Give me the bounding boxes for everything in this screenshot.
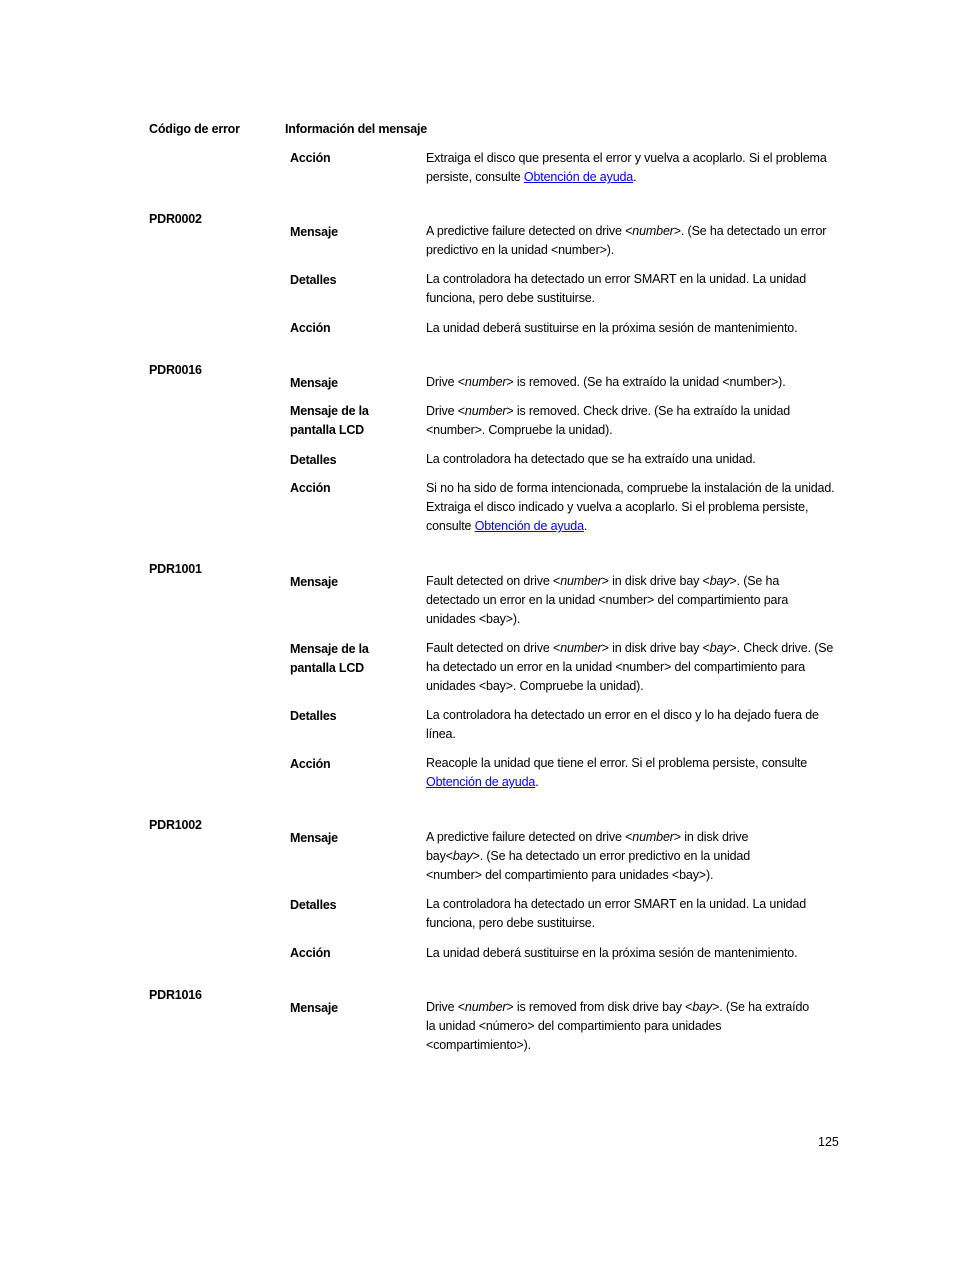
- error-code-pdr1016: PDR1016: [149, 988, 202, 1002]
- mensaje-text: Fault detected on drive <number> in disk drive bay <bay>. (Se ha detectado un error en la unidad <number> del compartimiento para unidades <bay>).: [426, 574, 789, 627]
- field-label-mensaje: Mensaje: [290, 1001, 338, 1015]
- error-code-pdr0002: PDR0002: [149, 212, 202, 226]
- field-label-mensaje: Mensaje: [290, 376, 338, 390]
- column-header-error-code: Código de error: [149, 122, 240, 136]
- page-number: 125: [818, 1135, 839, 1149]
- field-label-accion: Acción: [290, 481, 331, 495]
- field-label-detalles: Detalles: [290, 709, 337, 723]
- field-label-lcd: Mensaje de la pantalla LCD: [290, 404, 369, 438]
- lcd-text: Fault detected on drive <number> in disk drive bay <bay>. Check drive. (Se ha detectado un error en la unidad <number> del compartimiento para unidades <bay>. Compruebe la unidad).: [426, 641, 834, 694]
- field-label-detalles: Detalles: [290, 898, 337, 912]
- column-header-message-info: Información del mensaje: [285, 122, 427, 136]
- accion-text: Extraiga el disco que presenta el error y vuelva a acoplarlo. Si el problema persiste, consulte Obtención de ayuda.: [426, 151, 827, 185]
- accion-text: La unidad deberá sustituirse en la próxima sesión de mantenimiento.: [426, 321, 798, 335]
- help-link[interactable]: Obtención de ayuda: [474, 519, 584, 534]
- error-code-pdr1001: PDR1001: [149, 562, 202, 576]
- field-label-accion: Acción: [290, 151, 331, 165]
- mensaje-text: Drive <number> is removed from disk drive bay <bay>. (Se ha extraído la unidad <número> del compartimiento para unidades <compartimiento>).: [426, 1000, 810, 1053]
- help-link[interactable]: Obtención de ayuda: [426, 775, 536, 790]
- mensaje-text: A predictive failure detected on drive <number>. (Se ha detectado un error predictivo en la unidad <number>).: [426, 224, 827, 258]
- accion-text: Si no ha sido de forma intencionada, compruebe la instalación de la unidad. Extraiga el disco indicado y vuelva a acoplarlo. Si el problema persiste, consulte Obtención de ayuda.: [426, 481, 835, 534]
- detalles-text: La controladora ha detectado un error en el disco y lo ha dejado fuera de línea.: [426, 708, 819, 742]
- field-label-accion: Acción: [290, 321, 331, 335]
- error-code-pdr0016: PDR0016: [149, 363, 202, 377]
- accion-text: Reacople la unidad que tiene el error. Si el problema persiste, consulte Obtención de ayuda.: [426, 756, 808, 790]
- field-label-lcd: Mensaje de la pantalla LCD: [290, 642, 369, 676]
- field-label-mensaje: Mensaje: [290, 575, 338, 589]
- mensaje-text: A predictive failure detected on drive <number> in disk drive bay<bay>. (Se ha detectado un error predictivo en la unidad <number> del compartimiento para unidades <bay>).: [426, 830, 751, 883]
- field-label-accion: Acción: [290, 757, 331, 771]
- detalles-text: La controladora ha detectado un error SMART en la unidad. La unidad funciona, pero debe sustituirse.: [426, 897, 807, 931]
- lcd-text: Drive <number> is removed. Check drive. (Se ha extraído la unidad <number>. Compruebe la unidad).: [426, 404, 791, 438]
- detalles-text: La controladora ha detectado que se ha extraído una unidad.: [426, 452, 756, 466]
- mensaje-text: Drive <number> is removed. (Se ha extraído la unidad <number>).: [426, 375, 786, 389]
- accion-text: La unidad deberá sustituirse en la próxima sesión de mantenimiento.: [426, 946, 798, 960]
- help-link[interactable]: Obtención de ayuda: [523, 170, 634, 185]
- field-label-mensaje: Mensaje: [290, 225, 338, 239]
- field-label-detalles: Detalles: [290, 273, 337, 287]
- field-label-detalles: Detalles: [290, 453, 337, 467]
- error-code-pdr1002: PDR1002: [149, 818, 202, 832]
- field-label-accion: Acción: [290, 946, 331, 960]
- detalles-text: La controladora ha detectado un error SMART en la unidad. La unidad funciona, pero debe sustituirse.: [426, 272, 807, 306]
- field-label-mensaje: Mensaje: [290, 831, 338, 845]
